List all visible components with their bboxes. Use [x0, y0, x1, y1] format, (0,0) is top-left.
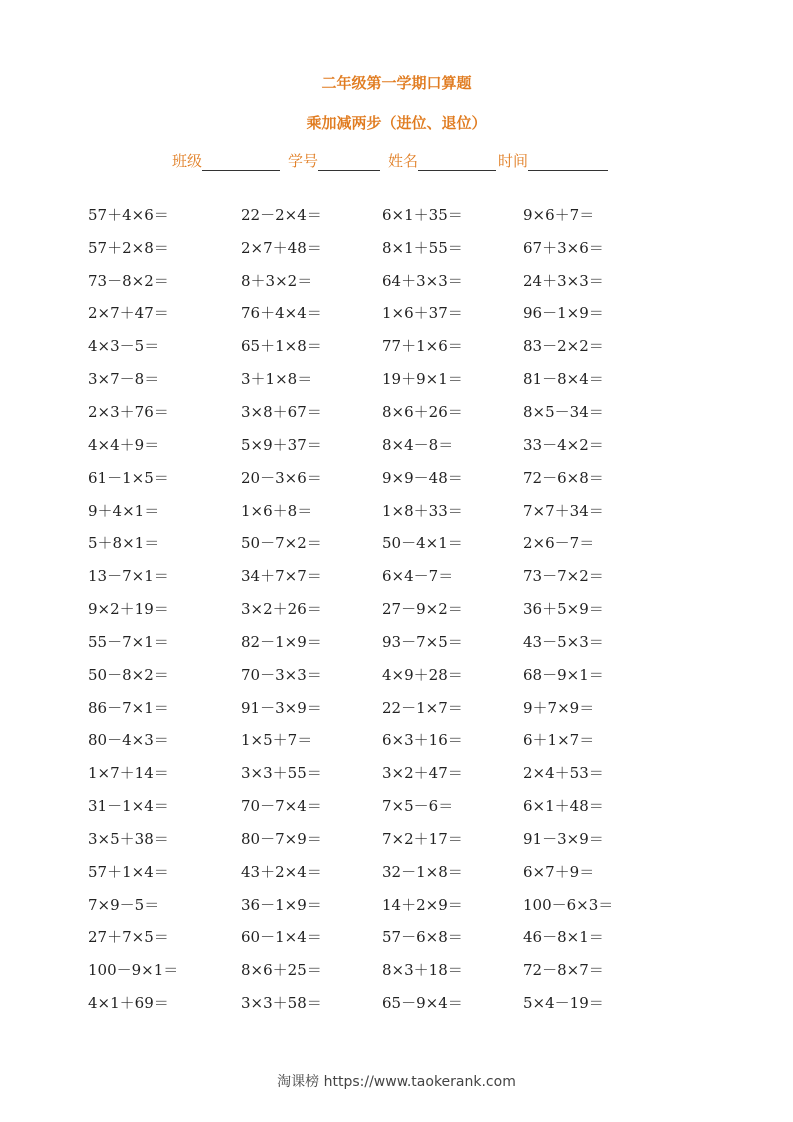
problem-item: 72－6×8＝	[523, 468, 604, 487]
problem-item: 3×3＋58＝	[241, 994, 322, 1013]
problem-item: 2×4＋53＝	[523, 764, 604, 783]
problem-row	[88, 231, 623, 264]
problem-item: 68－9×1＝	[523, 665, 604, 684]
class-label: 班级	[172, 152, 203, 170]
problem-item: 2×7＋48＝	[241, 238, 322, 257]
page-title: 二年级第一学期口算题	[321, 74, 472, 92]
problem-item: 70－7×4＝	[241, 797, 322, 816]
problem-item: 2×3＋76＝	[88, 402, 169, 421]
problem-item: 3×7－8＝	[88, 370, 160, 389]
problem-item: 93－7×5＝	[382, 632, 463, 651]
student-no-blank	[318, 153, 380, 171]
problem-item: 50－8×2＝	[88, 665, 169, 684]
time-blank	[528, 153, 608, 171]
problem-row	[88, 953, 623, 986]
problem-item: 76＋4×4＝	[241, 304, 322, 323]
problem-item: 46－8×1＝	[523, 928, 604, 947]
problem-item: 100－9×1＝	[88, 961, 179, 980]
problem-item: 1×8＋33＝	[382, 501, 463, 520]
problem-row	[88, 362, 623, 395]
problem-item: 3＋1×8＝	[241, 370, 313, 389]
problem-item: 20－3×6＝	[241, 468, 322, 487]
problem-row	[88, 264, 623, 297]
problem-row	[88, 297, 623, 330]
problem-item: 36－1×9＝	[241, 895, 322, 914]
problem-row	[88, 986, 623, 1019]
problem-item: 5×9＋37＝	[241, 435, 322, 454]
problem-item: 8×3＋18＝	[382, 961, 463, 980]
problem-item: 60－1×4＝	[241, 928, 322, 947]
problem-row	[88, 428, 623, 461]
problem-item: 27＋7×5＝	[88, 928, 169, 947]
problem-item: 91－3×9＝	[241, 698, 322, 717]
problem-item: 3×8＋67＝	[241, 402, 322, 421]
problem-item: 65＋1×8＝	[241, 337, 322, 356]
problem-item: 6×7＋9＝	[523, 862, 595, 881]
class-blank	[202, 153, 280, 171]
problem-row	[88, 559, 623, 592]
problem-item: 24＋3×3＝	[523, 271, 604, 290]
problem-item: 6×1＋35＝	[382, 205, 463, 224]
problem-item: 1×6＋37＝	[382, 304, 463, 323]
problem-item: 8×1＋55＝	[382, 238, 463, 257]
problem-row	[88, 526, 623, 559]
problem-row	[88, 756, 623, 789]
problem-item: 70－3×3＝	[241, 665, 322, 684]
problem-item: 9＋4×1＝	[88, 501, 160, 520]
problem-row	[88, 395, 623, 428]
problem-item: 3×2＋26＝	[241, 600, 322, 619]
problem-row	[88, 921, 623, 954]
problem-item: 8×4－8＝	[382, 435, 454, 454]
problem-row	[88, 888, 623, 921]
problem-item: 9×9－48＝	[382, 468, 463, 487]
problem-item: 6＋1×7＝	[523, 731, 595, 750]
problem-item: 22－2×4＝	[241, 205, 322, 224]
problem-item: 13－7×1＝	[88, 567, 169, 586]
problem-item: 100－6×3＝	[523, 895, 614, 914]
problem-item: 4×4＋9＝	[88, 435, 160, 454]
problem-item: 61－1×5＝	[88, 468, 169, 487]
problem-item: 80－4×3＝	[88, 731, 169, 750]
problem-item: 27－9×2＝	[382, 600, 463, 619]
problem-item: 72－8×7＝	[523, 961, 604, 980]
problem-row	[88, 658, 623, 691]
problem-item: 73－7×2＝	[523, 567, 604, 586]
problem-item: 57＋4×6＝	[88, 205, 169, 224]
problem-item: 36＋5×9＝	[523, 600, 604, 619]
problem-item: 8＋3×2＝	[241, 271, 313, 290]
problem-item: 33－4×2＝	[523, 435, 604, 454]
problem-item: 5＋8×1＝	[88, 534, 160, 553]
problem-item: 22－1×7＝	[382, 698, 463, 717]
problem-item: 7×7＋34＝	[523, 501, 604, 520]
problem-item: 4×3－5＝	[88, 337, 160, 356]
name-blank	[418, 153, 496, 171]
problem-item: 9×2＋19＝	[88, 600, 169, 619]
problem-item: 57－6×8＝	[382, 928, 463, 947]
problem-item: 77＋1×6＝	[382, 337, 463, 356]
problem-item: 67＋3×6＝	[523, 238, 604, 257]
problem-item: 57＋2×8＝	[88, 238, 169, 257]
problem-row	[88, 494, 623, 527]
problem-item: 64＋3×3＝	[382, 271, 463, 290]
student-info-line	[172, 150, 608, 171]
page-subtitle: 乘加减两步（进位、退位）	[306, 114, 487, 132]
problem-item: 2×6－7＝	[523, 534, 595, 553]
problem-item: 96－1×9＝	[523, 304, 604, 323]
time-label: 时间	[498, 152, 529, 170]
problem-item: 9×6＋7＝	[523, 205, 595, 224]
problem-item: 50－4×1＝	[382, 534, 463, 553]
problem-row	[88, 822, 623, 855]
problem-item: 7×2＋17＝	[382, 829, 463, 848]
problem-item: 50－7×2＝	[241, 534, 322, 553]
problem-item: 8×6＋26＝	[382, 402, 463, 421]
problem-item: 65－9×4＝	[382, 994, 463, 1013]
problem-item: 6×4－7＝	[382, 567, 454, 586]
problem-item: 34＋7×7＝	[241, 567, 322, 586]
problem-item: 80－7×9＝	[241, 829, 322, 848]
problem-item: 1×5＋7＝	[241, 731, 313, 750]
problem-row	[88, 461, 623, 494]
problem-item: 7×9－5＝	[88, 895, 160, 914]
problem-item: 86－7×1＝	[88, 698, 169, 717]
problem-item: 3×5＋38＝	[88, 829, 169, 848]
problem-item: 6×3＋16＝	[382, 731, 463, 750]
problem-item: 14＋2×9＝	[382, 895, 463, 914]
problem-item: 4×1＋69＝	[88, 994, 169, 1013]
problem-item: 73－8×2＝	[88, 271, 169, 290]
problem-row	[88, 198, 623, 231]
problem-item: 6×1＋48＝	[523, 797, 604, 816]
problem-row	[88, 592, 623, 625]
problem-item: 5×4－19＝	[523, 994, 604, 1013]
problem-item: 57＋1×4＝	[88, 862, 169, 881]
problem-item: 4×9＋28＝	[382, 665, 463, 684]
problem-row	[88, 724, 623, 757]
problem-item: 3×2＋47＝	[382, 764, 463, 783]
problem-item: 82－1×9＝	[241, 632, 322, 651]
problem-item: 1×6＋8＝	[241, 501, 313, 520]
problem-item: 9＋7×9＝	[523, 698, 595, 717]
problem-item: 91－3×9＝	[523, 829, 604, 848]
problem-item: 2×7＋47＝	[88, 304, 169, 323]
problem-grid	[88, 198, 623, 1019]
problem-row	[88, 789, 623, 822]
problem-row	[88, 625, 623, 658]
problem-item: 83－2×2＝	[523, 337, 604, 356]
problem-item: 55－7×1＝	[88, 632, 169, 651]
problem-item: 8×6＋25＝	[241, 961, 322, 980]
problem-item: 43－5×3＝	[523, 632, 604, 651]
problem-row	[88, 329, 623, 362]
problem-item: 32－1×8＝	[382, 862, 463, 881]
problem-row	[88, 691, 623, 724]
problem-row	[88, 855, 623, 888]
problem-item: 19＋9×1＝	[382, 370, 463, 389]
student-no-label: 学号	[288, 152, 319, 170]
problem-item: 31－1×4＝	[88, 797, 169, 816]
problem-item: 1×7＋14＝	[88, 764, 169, 783]
problem-item: 7×5－6＝	[382, 797, 454, 816]
problem-item: 81－8×4＝	[523, 370, 604, 389]
name-label: 姓名	[388, 152, 419, 170]
footer-watermark: 淘课榜 https://www.taokerank.com	[277, 1074, 516, 1090]
problem-item: 43＋2×4＝	[241, 862, 322, 881]
problem-item: 3×3＋55＝	[241, 764, 322, 783]
problem-item: 8×5－34＝	[523, 402, 604, 421]
